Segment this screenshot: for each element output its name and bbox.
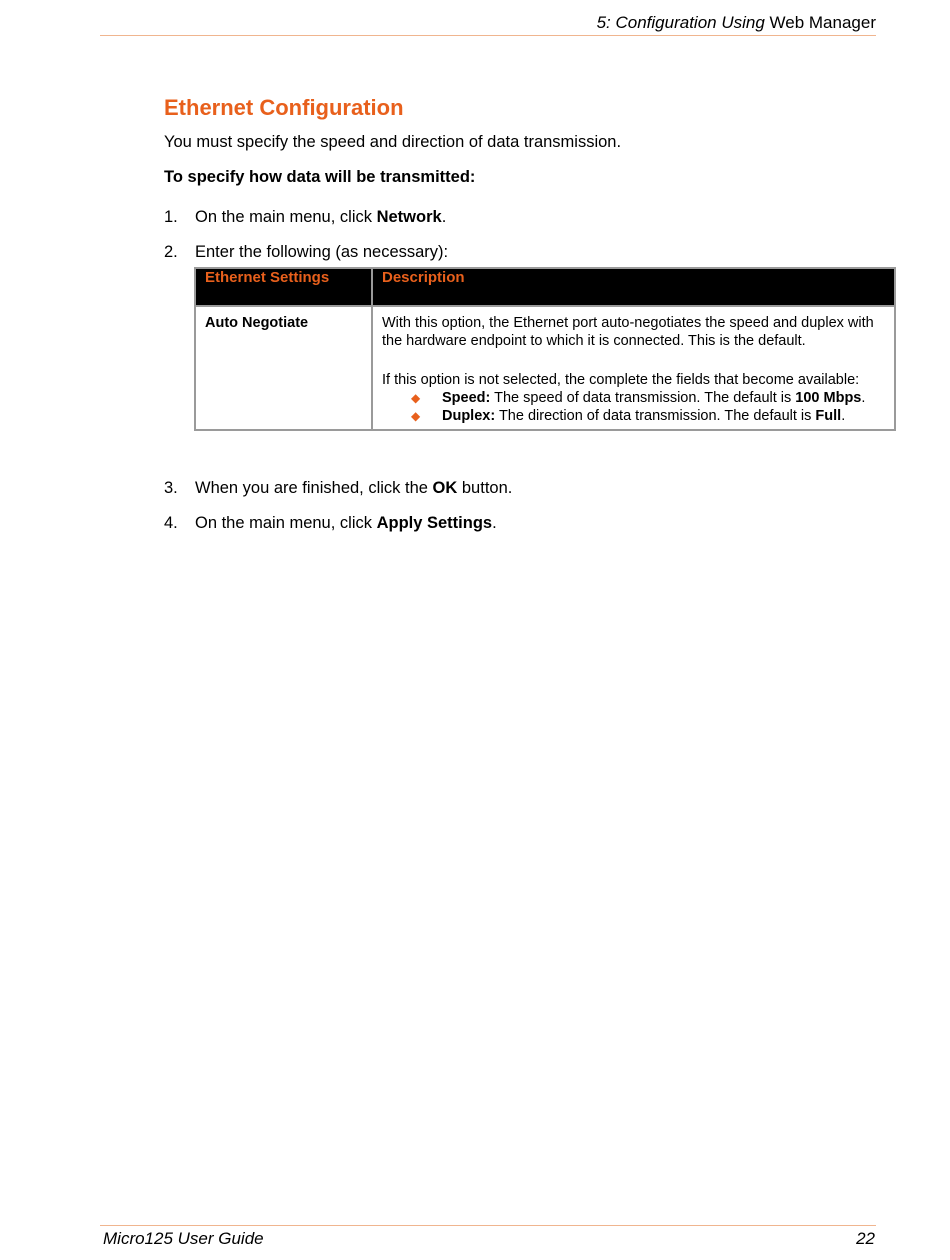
- step-text-end: .: [492, 514, 497, 532]
- step-bold: OK: [432, 479, 458, 497]
- setting-name: Auto Negotiate: [195, 306, 372, 430]
- header-rule: [100, 35, 876, 36]
- diamond-bullet-icon: ◆: [411, 391, 421, 405]
- step-text-end: button.: [457, 479, 513, 497]
- intro-text: You must specify the speed and direction of data transmission.: [164, 133, 622, 151]
- step-number: 2.: [164, 243, 178, 261]
- column-header-description: Description: [372, 268, 895, 306]
- option-label: Speed:: [442, 390, 491, 406]
- setting-description: [372, 306, 895, 430]
- page-footer: [103, 1228, 875, 1250]
- ethernet-settings-table: [194, 267, 896, 431]
- option-end: .: [861, 390, 866, 406]
- page-title: Ethernet Configuration: [164, 95, 404, 120]
- step-1: [164, 206, 446, 228]
- step-2: [164, 241, 448, 263]
- step-number: 4.: [164, 514, 178, 532]
- step-text: On the main menu, click: [195, 208, 377, 226]
- step-text: When you are finished, click the: [195, 479, 433, 497]
- header-section-italic: 5: Configuration Using: [596, 13, 765, 32]
- procedure-heading: To specify how data will be transmitted:: [164, 168, 476, 186]
- step-bold: Network: [376, 208, 442, 226]
- step-3: [164, 477, 512, 499]
- option-list: [382, 389, 885, 425]
- footer-rule: [100, 1225, 876, 1226]
- column-header-settings: Ethernet Settings: [195, 268, 372, 306]
- option-end: .: [841, 408, 846, 424]
- table-row: [195, 306, 895, 430]
- description-paragraph: If this option is not selected, the complete the fields that become available:: [382, 372, 860, 388]
- option-text: The speed of data transmission. The default is: [490, 390, 796, 406]
- step-text: On the main menu, click: [195, 514, 377, 532]
- footer-guide-title: Micro125 User Guide: [103, 1229, 264, 1248]
- page-header: [100, 12, 876, 34]
- list-item: [411, 389, 885, 407]
- option-label: Duplex:: [442, 408, 496, 424]
- table-header-row: [195, 268, 895, 306]
- option-default: 100 Mbps: [795, 390, 862, 406]
- step-4: [164, 512, 497, 534]
- list-item: [411, 407, 885, 425]
- step-bold: Apply Settings: [376, 514, 493, 532]
- option-default: Full: [815, 408, 842, 424]
- header-section-rest: Web Manager: [764, 13, 876, 32]
- step-number: 3.: [164, 479, 178, 497]
- step-text-end: .: [441, 208, 447, 226]
- description-paragraph: With this option, the Ethernet port auto-negotiates the speed and duplex with the hardware endpoint to which it is connected. This is the default.: [382, 315, 874, 349]
- option-text: The direction of data transmission. The default is: [495, 408, 816, 424]
- step-text: Enter the following (as necessary):: [195, 243, 449, 261]
- page-number: 22: [856, 1229, 875, 1248]
- diamond-bullet-icon: ◆: [411, 409, 421, 423]
- step-number: 1.: [164, 208, 178, 226]
